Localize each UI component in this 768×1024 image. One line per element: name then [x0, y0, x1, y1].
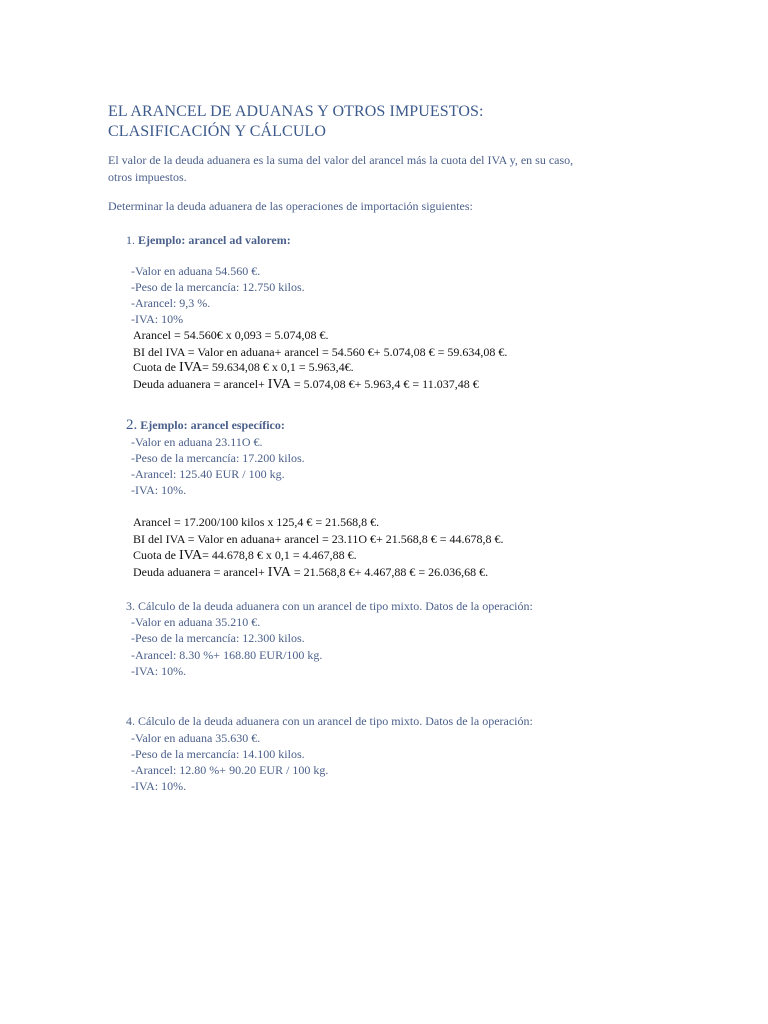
example-4-item: -Valor en aduana 35.630 €. — [131, 731, 261, 745]
title-line-2: CLASIFICACIÓN Y CÁLCULO — [108, 123, 327, 140]
example-4-item: -IVA: 10%. — [131, 779, 187, 793]
cuota-value: = 44.678,8 € x 0,1 = 4.467,88 €. — [202, 548, 357, 562]
example-1-arancel: Arancel = 54.560€ x 0,093 = 5.074,08 €. — [133, 328, 329, 342]
example-2-item: -Arancel: 125.40 EUR / 100 kg. — [131, 467, 285, 481]
cuota-label: Cuota de — [133, 360, 179, 374]
example-2-heading — [126, 417, 285, 433]
example-1-number: 1. — [126, 233, 135, 247]
deuda-value: = 5.074,08 €+ 5.963,4 € = 11.037,48 € — [290, 377, 479, 391]
example-1-title: Ejemplo: arancel ad valorem: — [138, 233, 291, 247]
example-3-item: -Valor en aduana 35.210 €. — [131, 615, 261, 629]
example-2-item: -Peso de la mercancía: 17.200 kilos. — [131, 451, 305, 465]
iva-label: IVA — [267, 377, 291, 392]
example-1-heading — [126, 232, 291, 248]
example-1-cuota — [133, 359, 354, 376]
page-title — [108, 102, 668, 142]
example-3-heading: 3. Cálculo de la deuda aduanera con un arancel de tipo mixto. Datos de la operación: — [126, 599, 533, 613]
example-2-deuda — [133, 564, 488, 581]
example-1-bi: BI del IVA = Valor en aduana+ arancel = 54.560 €+ 5.074,08 € = 59.634,08 €. — [133, 345, 508, 359]
task-paragraph: Determinar la deuda aduanera de las operaciones de importación siguientes: — [108, 199, 473, 213]
deuda-label: Deuda aduanera = arancel+ — [133, 565, 268, 579]
example-1-item: -Arancel: 9,3 %. — [131, 296, 211, 310]
example-1-item: -Valor en aduana 54.560 €. — [131, 264, 261, 278]
example-2-title: Ejemplo: arancel específico: — [140, 418, 285, 432]
example-4-item: -Peso de la mercancía: 14.100 kilos. — [131, 747, 305, 761]
example-1-deuda — [133, 376, 479, 393]
title-line-1: EL ARANCEL DE ADUANAS Y OTROS IMPUESTOS: — [108, 103, 484, 120]
intro-line-1: El valor de la deuda aduanera es la suma del valor del arancel más la cuota del IVA y, en su caso, — [108, 153, 574, 167]
cuota-label: Cuota de — [133, 548, 179, 562]
cuota-value: = 59.634,08 € x 0,1 = 5.963,4€. — [202, 360, 354, 374]
example-2-number: 2. — [126, 417, 138, 433]
example-3-item: -Peso de la mercancía: 12.300 kilos. — [131, 631, 305, 645]
intro-paragraph — [108, 152, 668, 186]
example-4-item: -Arancel: 12.80 %+ 90.20 EUR / 100 kg. — [131, 763, 329, 777]
deuda-label: Deuda aduanera = arancel+ — [133, 377, 268, 391]
example-3-item: -IVA: 10%. — [131, 664, 187, 678]
example-3-item: -Arancel: 8.30 %+ 168.80 EUR/100 kg. — [131, 648, 323, 662]
example-1-item: -IVA: 10% — [131, 312, 184, 326]
example-1-item: -Peso de la mercancía: 12.750 kilos. — [131, 280, 305, 294]
iva-label: IVA — [267, 565, 291, 580]
iva-label: IVA — [179, 360, 203, 375]
example-2-item: -Valor en aduana 23.11O €. — [131, 435, 263, 449]
example-4-heading: 4. Cálculo de la deuda aduanera con un arancel de tipo mixto. Datos de la operación: — [126, 714, 533, 728]
iva-label: IVA — [179, 548, 203, 563]
example-2-bi: BI del IVA = Valor en aduana+ arancel = 23.11O €+ 21.568,8 € = 44.678,8 €. — [133, 532, 504, 546]
example-2-item: -IVA: 10%. — [131, 483, 187, 497]
example-2-arancel: Arancel = 17.200/100 kilos x 125,4 € = 21.568,8 €. — [133, 515, 380, 529]
deuda-value: = 21.568,8 €+ 4.467,88 € = 26.036,68 €. — [290, 565, 489, 579]
example-2-cuota — [133, 547, 357, 564]
intro-line-2: otros impuestos. — [108, 170, 187, 184]
